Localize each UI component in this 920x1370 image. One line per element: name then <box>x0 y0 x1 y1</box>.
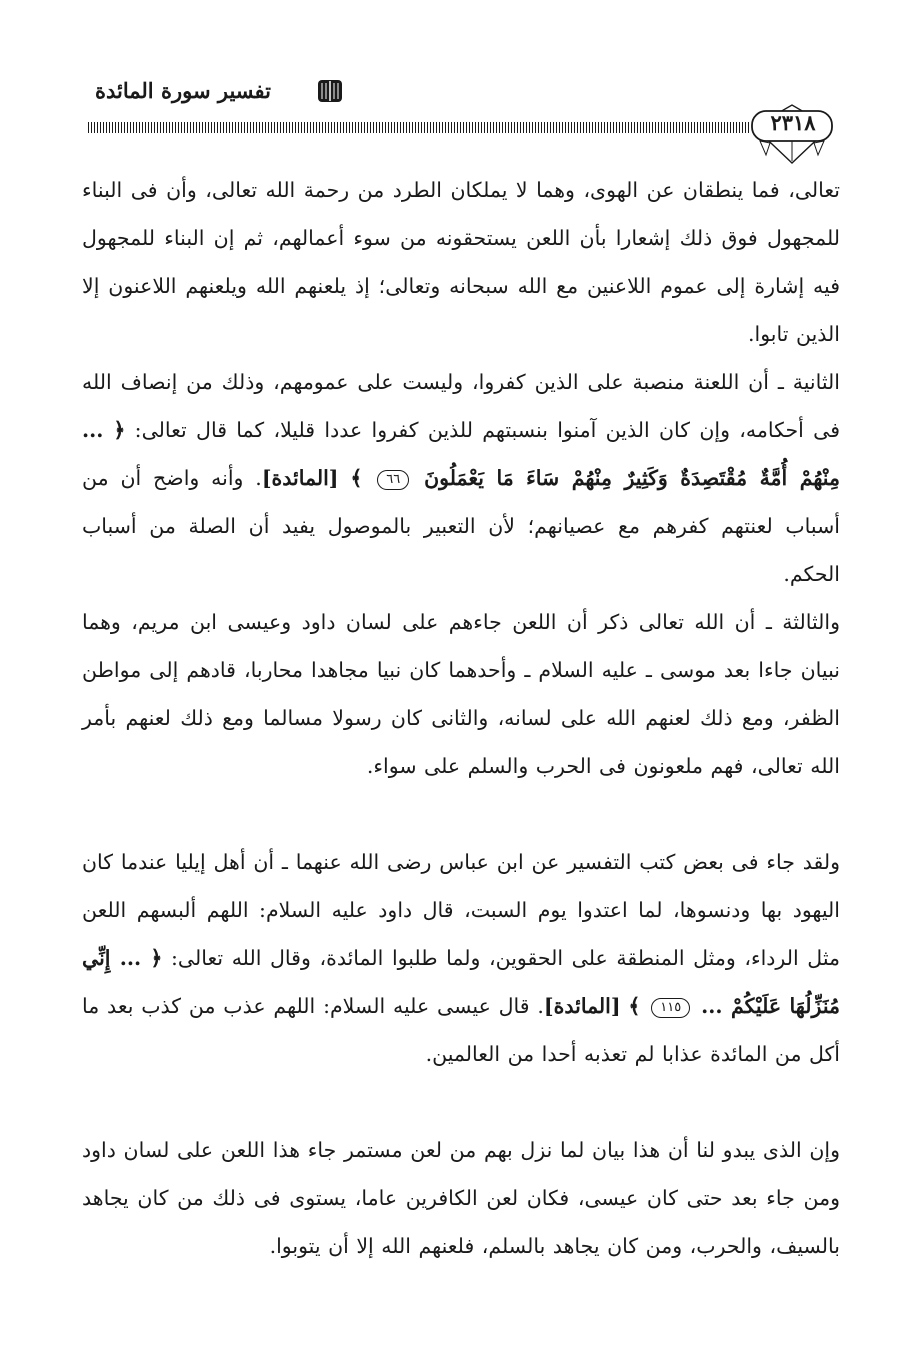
paragraph-1: تعالى، فما ينطقان عن الهوى، وهما لا يملكان الطرد من رحمة الله تعالى، وأن فى البناء للمجهول فوق ذلك إشعارا بأن اللعن يستحقونه من سوء أعمالهم، ثم إن البناء للمجهول فيه إشارة إلى عموم اللاعنين مع الله سبحانه وتعالى؛ إذ يلعنهم الله ويلعنهم اللاعنون إلا الذين تابوا. <box>82 178 840 346</box>
page-number: ٢٣١٨ <box>770 110 816 135</box>
paragraph-2-text-start: الثانية ـ أن اللعنة منصبة على الذين كفروا، وليست على عمومهم، وذلك من إنصاف الله فى أحكامه، وإن كان الذين آمنوا بنسبتهم للذين كفروا عددا قليلا، كما قال تعالى: <box>82 370 841 442</box>
paragraph-3: والثالثة ـ أن الله تعالى ذكر أن اللعن جاءهم على لسان داود وعيسى ابن مريم، وهما نبيان جاءا بعد موسى ـ عليه السلام ـ وأحدهما كان نبيا مجاهدا محاربا، قادهم إلى مواطن الظفر، ومع ذلك لعنهم الله على لسانه، والثانى كان رسولا مسالما ومع ذلك لعنهم بأمر الله تعالى، فهم ملعونون فى الحرب والسلم على سواء. <box>82 610 840 778</box>
paragraph-4-text-start: ولقد جاء فى بعض كتب التفسير عن ابن عباس رضى الله عنهما ـ أن أهل إيليا عندما كان اليهود بها ودنسوها، لما اعتدوا يوم السبت، قال داود عليه السلام: اللهم ألبسهم اللعن مثل الرداء، ومثل المنطقة على الحقوين، ولما طلبوا المائدة، وقال الله تعالى: <box>82 850 840 970</box>
surah-reference: [المائدة] <box>261 466 339 490</box>
header-rule-divider <box>88 122 750 133</box>
paragraph-2-text-end: . وأنه واضح أن من أسباب لعنتهم كفرهم مع عصيانهم؛ لأن التعبير بالموصول يفيد أن الصلة من أسباب الحكم. <box>82 466 840 586</box>
book-ornament-icon <box>315 77 345 105</box>
paragraph-2 <box>82 358 840 598</box>
running-header-title: تفسير سورة المائدة <box>95 78 271 103</box>
quran-quote-2: ﴿ ... إِنِّي مُنَزِّلُهَا عَلَيْكُمْ ... <box>82 946 840 1018</box>
surah-reference: [المائدة] <box>543 994 621 1018</box>
quran-bracket-close: ﴾ <box>350 466 363 490</box>
ayah-number-badge: ٦٦ <box>377 470 409 490</box>
paragraph-4 <box>82 838 840 1078</box>
quran-bracket-close: ﴾ <box>628 994 641 1018</box>
paragraph-5: وإن الذى يبدو لنا أن هذا بيان لما نزل بهم من لعن مستمر جاء هذا اللعن على لسان داود ومن جاء بعد حتى كان عيسى، فكان لعن الكافرين عاما، يستوى فى ذلك من كان يجاهد بالسيف، والحرب، ومن كان يجاهد بالسلم، فلعنهم الله إلا أن يتوبوا. <box>82 1138 840 1258</box>
ayah-number-badge: ١١٥ <box>651 998 690 1018</box>
paragraph-4-text-end: . قال عيسى عليه السلام: اللهم عذب من كذب بعد ما أكل من المائدة عذابا لم تعذبه أحدا من العالمين. <box>82 994 840 1066</box>
quran-quote-1: ﴿ ... مِنْهُمْ أُمَّةٌ مُقْتَصِدَةٌ وَكَثِيرٌ مِنْهُمْ سَاءَ مَا يَعْمَلُونَ <box>82 418 840 490</box>
